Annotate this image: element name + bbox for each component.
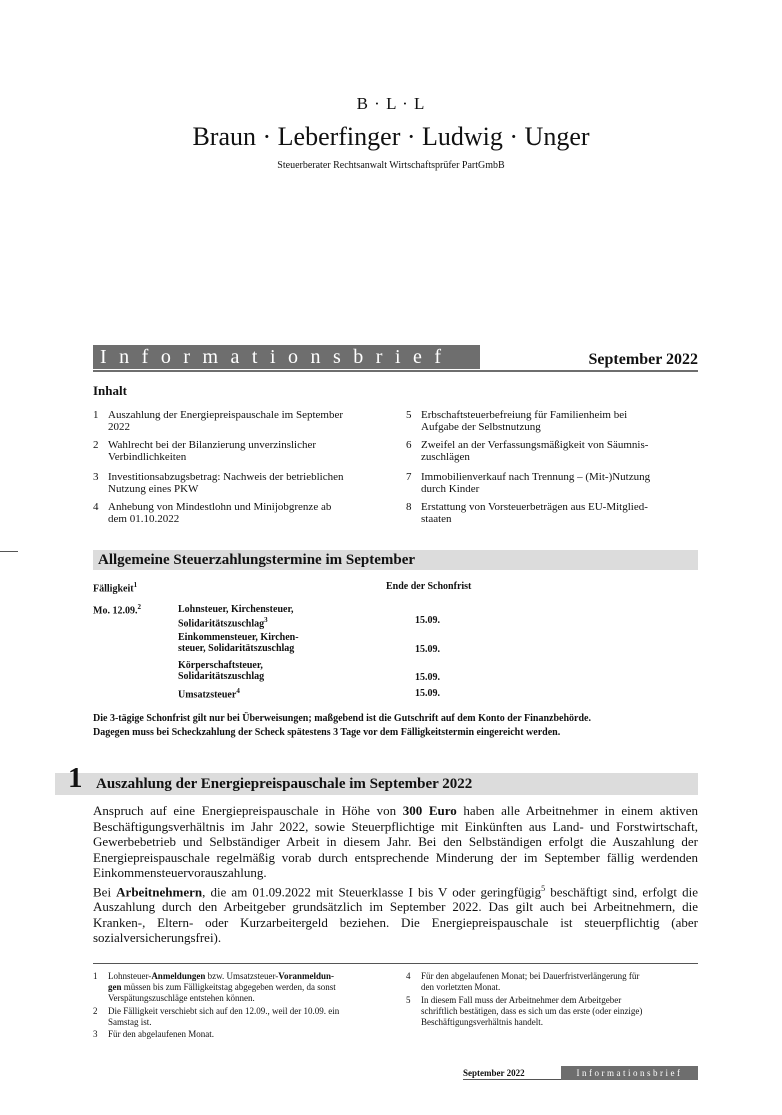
- tax-row-label: Körperschaftsteuer, Solidaritätszuschlag: [178, 660, 265, 682]
- toc-item-number: 4: [93, 501, 99, 513]
- toc-item-label: Zweifel an der Verfassungsmäßigkeit von Säumnis- zuschlägen: [421, 439, 649, 463]
- footer-rule: [463, 1079, 561, 1080]
- toc-item-label: Immobilienverkauf nach Trennung – (Mit-)Nutzung durch Kinder: [421, 471, 651, 495]
- footer-date: September 2022: [463, 1068, 525, 1078]
- footnote: 3 Für den abgelaufenen Monat.: [93, 1029, 214, 1039]
- toc-item-label: Anhebung von Mindestlohn und Minijobgrenze ab dem 01.10.2022: [108, 501, 332, 525]
- toc-item-label: Wahlrecht bei der Bilanzierung unverzinslicher Verbindlichkeiten: [108, 439, 317, 463]
- toc-item[interactable]: [93, 409, 393, 435]
- toc-item-label: Auszahlung der Energiepreispauschale im September 2022: [108, 409, 343, 433]
- toc-item-number: 7: [406, 471, 412, 483]
- toc-title: Inhalt: [93, 383, 127, 398]
- tax-row-date: 15.09.: [415, 688, 440, 699]
- toc-item-number: 1: [93, 409, 99, 421]
- section-1-body: [93, 803, 698, 946]
- fold-mark: [0, 551, 18, 552]
- toc-item-number: 5: [406, 409, 412, 421]
- toc-item[interactable]: [406, 501, 698, 527]
- section-1-title: Auszahlung der Energiepreispauschale im September 2022: [96, 776, 473, 792]
- toc-item-number: 6: [406, 439, 412, 451]
- footnote: 1 Lohnsteuer-Anmeldungen bzw. Umsatzsteuer-Voranmeldun- gen müssen bis zum Fälligkeitstag abgegeben werden, da sonst Verspätungszuschläge entstehen können.: [93, 971, 336, 1003]
- schonfrist-note: Die 3-tägige Schonfrist gilt nur bei Überweisungen; maßgebend ist die Gutschrift auf dem Konto der Finanzbehörde. Dagegen muss bei Scheckzahlung der Scheck spätestens 3 Tage vor dem Fälligkeitstermin eingereicht werden.: [93, 713, 591, 738]
- toc-item-label: Erstattung von Vorsteuerbeträgen aus EU-Mitglied- staaten: [421, 501, 648, 525]
- termine-title: Allgemeine Steuerzahlungstermine im September: [98, 552, 416, 568]
- footnote: 5 In diesem Fall muss der Arbeitnehmer dem Arbeitgeber schriftlich bestätigen, dass es sich um das erste (oder einzige) Beschäftigungsverhältnis handelt.: [406, 995, 643, 1027]
- toc-item[interactable]: [93, 471, 393, 497]
- toc-item[interactable]: [406, 471, 698, 497]
- toc-item-number: 2: [93, 439, 99, 451]
- col-end-header: Ende der Schonfrist: [386, 581, 472, 592]
- firm-subtitle: Steuerberater Rechtsanwalt Wirtschaftsprüfer PartGmbB: [277, 160, 505, 171]
- toc-item-label: Erbschaftsteuerbefreiung für Familienheim bei Aufgabe der Selbstnutzung: [421, 409, 628, 433]
- paragraph: Anspruch auf eine Energiepreispauschale in Höhe von 300 Euro haben alle Arbeitnehmer in einem aktiven Beschäftigungsverhältnis im Jahr 2022, sowie Steuerpflichtige mit Einkünften aus Land- und Forstwirtschaft, Gewerbebetrieb und Selbständiger Arbeit in diesem Jahr. Bei den Selbständigen erfolgt die Auszahlung der Energiepreispauschale regelmäßig vorab durch entsprechende Minderung der im September fällig werdenden Einkommensteuervorauszahlung.: [93, 803, 699, 880]
- tax-row-date: 15.09.: [415, 644, 440, 655]
- footnote: 4 Für den abgelaufenen Monat; bei Dauerfristverlängerung für den vorletzten Monat.: [406, 971, 640, 992]
- toc-item[interactable]: [406, 409, 698, 435]
- footnote-rule: [93, 963, 698, 964]
- toc-item-number: 3: [93, 471, 99, 483]
- tax-row-label: Lohnsteuer, Kirchensteuer, Solidaritätszuschlag$^3$: [178, 604, 294, 630]
- col-due-header: Fälligkeit$^1$: [93, 581, 138, 595]
- toc-item-number: 8: [406, 501, 412, 513]
- toc-item-label: Investitionsabzugsbetrag: Nachweis der betrieblichen Nutzung eines PKW: [108, 471, 344, 495]
- paragraph: Bei Arbeitnehmern, die am 01.09.2022 mit Steuerklasse I bis V oder geringfügig$^5$ beschäftigt sind, erfolgt die Auszahlung durch den Arbeitgeber grundsätzlich im September 2022. Das gilt auch bei Arbeitnehmern, die Kranken-, Eltern- oder Kurzarbeitergeld beziehen. Die Energiepreispauschale ist steuerpflichtig (aber sozialversicherungsfrei).: [93, 883, 698, 946]
- tax-row-label: Umsatzsteuer$^4$: [178, 687, 240, 701]
- toc-item[interactable]: [93, 439, 393, 465]
- issue-date: September 2022: [588, 351, 698, 368]
- header-rule: [93, 370, 698, 372]
- tax-row-label: Einkommensteuer, Kirchen- steuer, Solidaritätszuschlag: [178, 632, 299, 654]
- tax-row-date: 15.09.: [415, 672, 440, 683]
- footer-label: Informationsbrief: [561, 1066, 698, 1080]
- footnote: 2 Die Fälligkeit verschiebt sich auf den 12.09., weil der 10.09. ein Samstag ist.: [93, 1006, 340, 1027]
- toc-item[interactable]: [406, 439, 698, 465]
- section-1-number: 1: [68, 762, 83, 794]
- tax-row-date: 15.09.: [415, 615, 440, 626]
- informationsbrief-label: Informationsbrief: [93, 345, 480, 369]
- firm-initials: B · L · L: [356, 94, 426, 113]
- toc-item[interactable]: [93, 501, 393, 527]
- due-day: Mo. 12.09.$^2$: [93, 603, 141, 617]
- firm-name: Braun · Leberfinger · Ludwig · Unger: [192, 122, 590, 151]
